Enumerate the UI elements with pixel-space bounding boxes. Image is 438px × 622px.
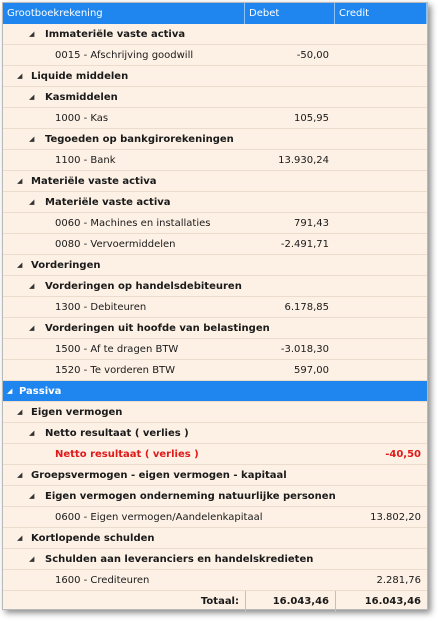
account-cell [3,423,245,443]
account-row[interactable] [3,507,427,528]
credit-cell [335,171,427,191]
group-row[interactable] [3,318,427,339]
account-row[interactable] [3,108,427,129]
group-row[interactable] [3,549,427,570]
collapse-triangle-icon[interactable]: ◢ [7,387,13,395]
debet-cell: 13.930,24 [278,155,329,166]
account-cell [3,276,245,296]
collapse-triangle-icon[interactable]: ◢ [29,93,35,101]
group-row[interactable] [3,192,427,213]
account-cell [3,150,245,170]
account-cell [3,549,314,569]
credit-cell [335,108,427,128]
account-label: Vorderingen [31,260,101,271]
credit-cell [335,423,427,443]
account-cell [3,24,245,44]
total-debet: 16.043,46 [245,591,335,612]
account-cell [3,192,245,212]
account-cell [3,570,245,590]
debet-cell [245,66,335,86]
debet-cell [245,402,335,422]
account-row[interactable] [3,150,427,171]
group-row[interactable] [3,465,427,486]
credit-cell [335,318,427,338]
collapse-triangle-icon[interactable]: ◢ [17,177,23,185]
collapse-triangle-icon[interactable]: ◢ [17,534,23,542]
credit-cell [335,129,427,149]
group-row[interactable] [3,423,427,444]
account-label: Eigen vermogen [31,407,123,418]
credit-cell [335,528,427,548]
column-header-credit[interactable]: Credit [335,3,427,24]
account-label: Passiva [19,386,62,397]
debet-cell [245,87,335,107]
credit-cell [335,192,427,212]
credit-cell [335,255,427,275]
debet-cell [245,528,335,548]
account-row[interactable] [3,297,427,318]
account-label: 1600 - Crediteuren [55,575,150,586]
group-row[interactable] [3,171,427,192]
credit-cell: 13.802,20 [370,512,421,523]
group-row[interactable] [3,129,427,150]
account-label: 0600 - Eigen vermogen/Aandelenkapitaal [55,512,263,523]
debet-cell [245,570,335,590]
account-label: 0060 - Machines en installaties [55,218,211,229]
account-row[interactable] [3,360,427,381]
collapse-triangle-icon[interactable]: ◢ [29,282,35,290]
debet-cell [245,129,335,149]
credit-cell [335,297,427,317]
account-label: 1000 - Kas [55,113,109,124]
credit-cell: 2.281,76 [376,575,421,586]
account-label: Groepsvermogen - eigen vermogen - kapitaal [31,470,287,481]
account-label: 1100 - Bank [55,155,116,166]
account-label: Netto resultaat ( verlies ) [55,449,199,460]
debet-cell [245,171,335,191]
total-label: Totaal: [200,596,239,607]
total-row [3,591,427,612]
credit-cell [335,381,427,401]
debet-cell [245,381,335,401]
account-cell [3,360,245,380]
account-label: Netto resultaat ( verlies ) [45,428,189,439]
account-label: Eigen vermogen onderneming natuurlijke personen [45,491,336,502]
account-label: Liquide middelen [31,71,129,82]
account-cell [3,234,245,254]
credit-cell [335,486,427,506]
collapse-triangle-icon[interactable]: ◢ [17,72,23,80]
credit-cell [335,45,427,65]
collapse-triangle-icon[interactable]: ◢ [29,555,35,563]
collapse-triangle-icon[interactable]: ◢ [29,492,35,500]
credit-cell [335,150,427,170]
account-cell [3,297,245,317]
debet-cell: 6.178,85 [284,302,329,313]
collapse-triangle-icon[interactable]: ◢ [17,408,23,416]
account-cell [3,66,245,86]
debet-cell: 791,43 [294,218,329,229]
account-label: Vorderingen op handelsdebiteuren [45,281,242,292]
credit-cell: -40,50 [385,449,421,460]
ledger-grid [2,2,428,610]
account-label: 0080 - Vervoermiddelen [55,239,176,250]
account-cell [3,318,270,338]
debet-cell [245,444,335,464]
account-cell [3,444,245,464]
collapse-triangle-icon[interactable]: ◢ [17,261,23,269]
account-cell [3,171,245,191]
section-row[interactable] [3,381,427,402]
account-row[interactable] [3,234,427,255]
group-row[interactable] [3,255,427,276]
credit-cell [335,465,427,485]
credit-cell [335,402,427,422]
grid-body [3,24,427,591]
collapse-triangle-icon[interactable]: ◢ [29,429,35,437]
account-cell [3,507,263,527]
debet-cell [245,192,335,212]
credit-cell [335,339,427,359]
credit-cell [335,24,427,44]
account-cell [3,87,245,107]
account-cell [3,528,245,548]
total-credit: 16.043,46 [335,591,427,612]
account-label: Vorderingen uit hoofde van belastingen [45,323,270,334]
group-row[interactable] [3,486,427,507]
collapse-triangle-icon[interactable]: ◢ [29,30,35,38]
credit-cell [335,360,427,380]
account-cell [3,129,245,149]
account-cell [3,381,245,401]
account-row[interactable] [3,45,427,66]
account-cell [3,486,336,506]
account-cell [3,465,287,485]
account-row[interactable] [3,570,427,591]
account-cell [3,402,245,422]
collapse-triangle-icon[interactable]: ◢ [17,471,23,479]
account-cell [3,45,245,65]
account-row[interactable] [3,213,427,234]
account-label: 0015 - Afschrijving goodwill [55,50,194,61]
account-cell [3,213,245,233]
debet-cell: -3.018,30 [280,344,329,355]
account-cell [3,255,245,275]
debet-cell [245,24,335,44]
account-label: 1300 - Debiteuren [55,302,147,313]
debet-cell: -2.491,71 [280,239,329,250]
credit-cell [335,276,427,296]
account-label: Materiële vaste activa [45,197,171,208]
debet-cell: 105,95 [294,113,329,124]
account-row[interactable] [3,444,427,465]
account-label: Kortlopende schulden [31,533,155,544]
collapse-triangle-icon[interactable]: ◢ [29,198,35,206]
group-row[interactable] [3,66,427,87]
account-label: Tegoeden op bankgirorekeningen [45,134,234,145]
column-header-debet[interactable]: Debet [245,3,335,24]
debet-cell: -50,00 [296,50,329,61]
collapse-triangle-icon[interactable]: ◢ [29,324,35,332]
collapse-triangle-icon[interactable]: ◢ [29,135,35,143]
account-label: Materiële vaste activa [31,176,157,187]
account-row[interactable] [3,339,427,360]
group-row[interactable] [3,402,427,423]
debet-cell [245,423,335,443]
credit-cell [335,66,427,86]
credit-cell [335,549,427,569]
account-label: Kasmiddelen [45,92,118,103]
group-row[interactable] [3,528,427,549]
group-row[interactable] [3,24,427,45]
debet-cell: 597,00 [294,365,329,376]
debet-cell [245,255,335,275]
group-row[interactable] [3,87,427,108]
account-cell [3,339,245,359]
column-header-grootboekrekening[interactable]: Grootboekrekening [3,3,245,24]
account-label: Immateriële vaste activa [45,29,186,40]
account-cell [3,108,245,128]
account-label: Schulden aan leveranciers en handelskredieten [45,554,314,565]
credit-cell [335,87,427,107]
debet-cell [245,276,335,296]
group-row[interactable] [3,276,427,297]
credit-cell [335,234,427,254]
grid-header [3,3,427,24]
account-label: 1520 - Te vorderen BTW [55,365,176,376]
account-label: 1500 - Af te dragen BTW [55,344,179,355]
credit-cell [335,213,427,233]
